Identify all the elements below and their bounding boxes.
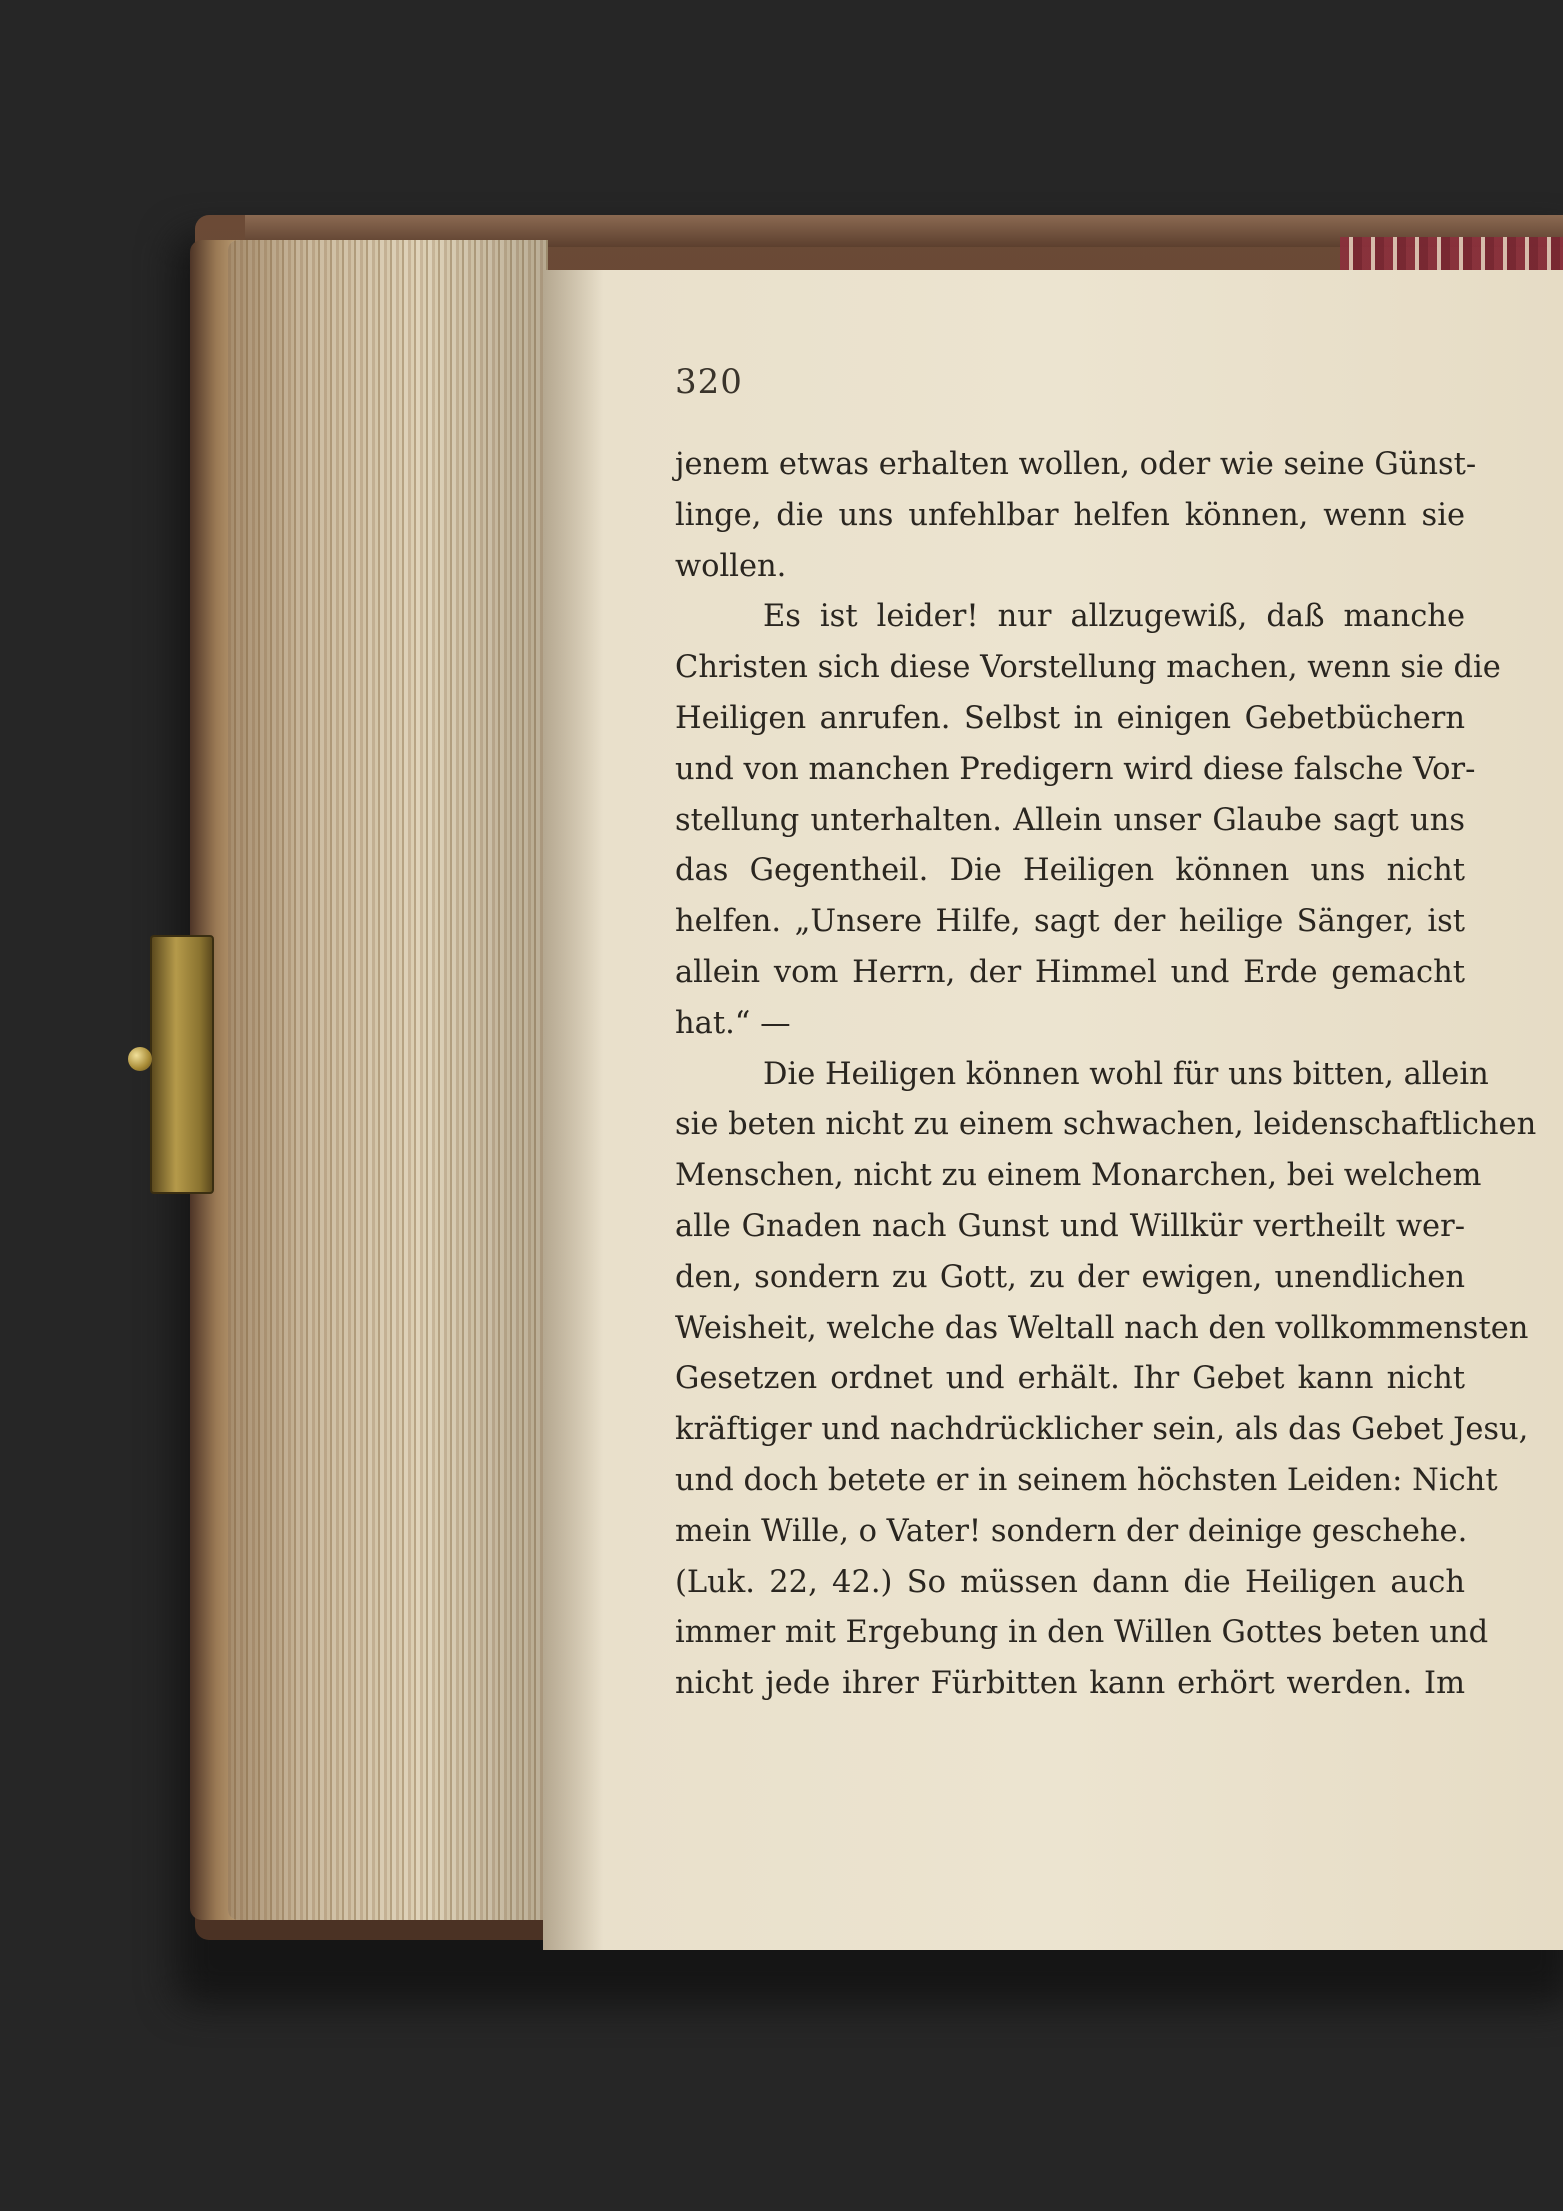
text-line: jenem etwas erhalten wollen, oder wie seine Günst- — [675, 447, 1477, 482]
text-line: sie beten nicht zu einem schwachen, leidenschaftlichen — [675, 1107, 1537, 1143]
text-line: Gesetzen ordnet und erhält. Ihr Gebet kann nicht — [675, 1361, 1465, 1397]
text-line: Es ist leider! nur allzugewiß, daß manche — [763, 599, 1465, 635]
text-line: und doch betete er in seinem höchsten Leiden: Nicht — [675, 1463, 1498, 1498]
text-line: (Luk. 22, 42.) So müssen dann die Heiligen auch — [675, 1564, 1465, 1600]
text-line: alle Gnaden nach Gunst und Willkür vertheilt wer- — [675, 1209, 1465, 1244]
clasp-knob — [128, 1047, 152, 1071]
text-line: hat.“ — — [675, 1005, 791, 1041]
text-line: nicht jede ihrer Fürbitten kann erhört werden. Im — [675, 1666, 1465, 1702]
text-line: Heiligen anrufen. Selbst in einigen Gebetbüchern — [675, 701, 1465, 736]
page-number: 320 — [675, 362, 743, 402]
text-line: Weisheit, welche das Weltall nach den vollkommensten — [675, 1310, 1529, 1346]
text-line: und von manchen Predigern wird diese falsche Vor- — [675, 751, 1476, 787]
page-gutter-shadow — [543, 270, 603, 1950]
page-edges-shade — [228, 240, 548, 1920]
text-line: Menschen, nicht zu einem Monarchen, bei welchem — [675, 1158, 1482, 1194]
text-line: immer mit Ergebung in den Willen Gottes beten und — [675, 1615, 1489, 1651]
text-line: helfen. „Unsere Hilfe, sagt der heilige Sänger, ist — [675, 904, 1465, 940]
text-line: den, sondern zu Gott, zu der ewigen, unendlichen — [675, 1259, 1465, 1295]
headband — [1340, 237, 1563, 271]
text-line: wollen. — [675, 548, 787, 584]
text-line: Christen sich diese Vorstellung machen, wenn sie die — [675, 650, 1501, 686]
text-line: linge, die uns unfehlbar helfen können, wenn sie — [675, 497, 1465, 533]
brass-clasp — [150, 935, 214, 1194]
text-line: stellung unterhalten. Allein unser Glaube sagt uns — [675, 802, 1465, 838]
text-line: mein Wille, o Vater! sondern der deinige geschehe. — [675, 1513, 1468, 1549]
text-line: das Gegentheil. Die Heiligen können uns nicht — [675, 853, 1465, 889]
text-line: Die Heiligen können wohl für uns bitten, allein — [763, 1056, 1489, 1092]
text-line: allein vom Herrn, der Himmel und Erde gemacht — [675, 955, 1465, 990]
text-line: kräftiger und nachdrücklicher sein, als das Gebet Jesu, — [675, 1412, 1529, 1448]
